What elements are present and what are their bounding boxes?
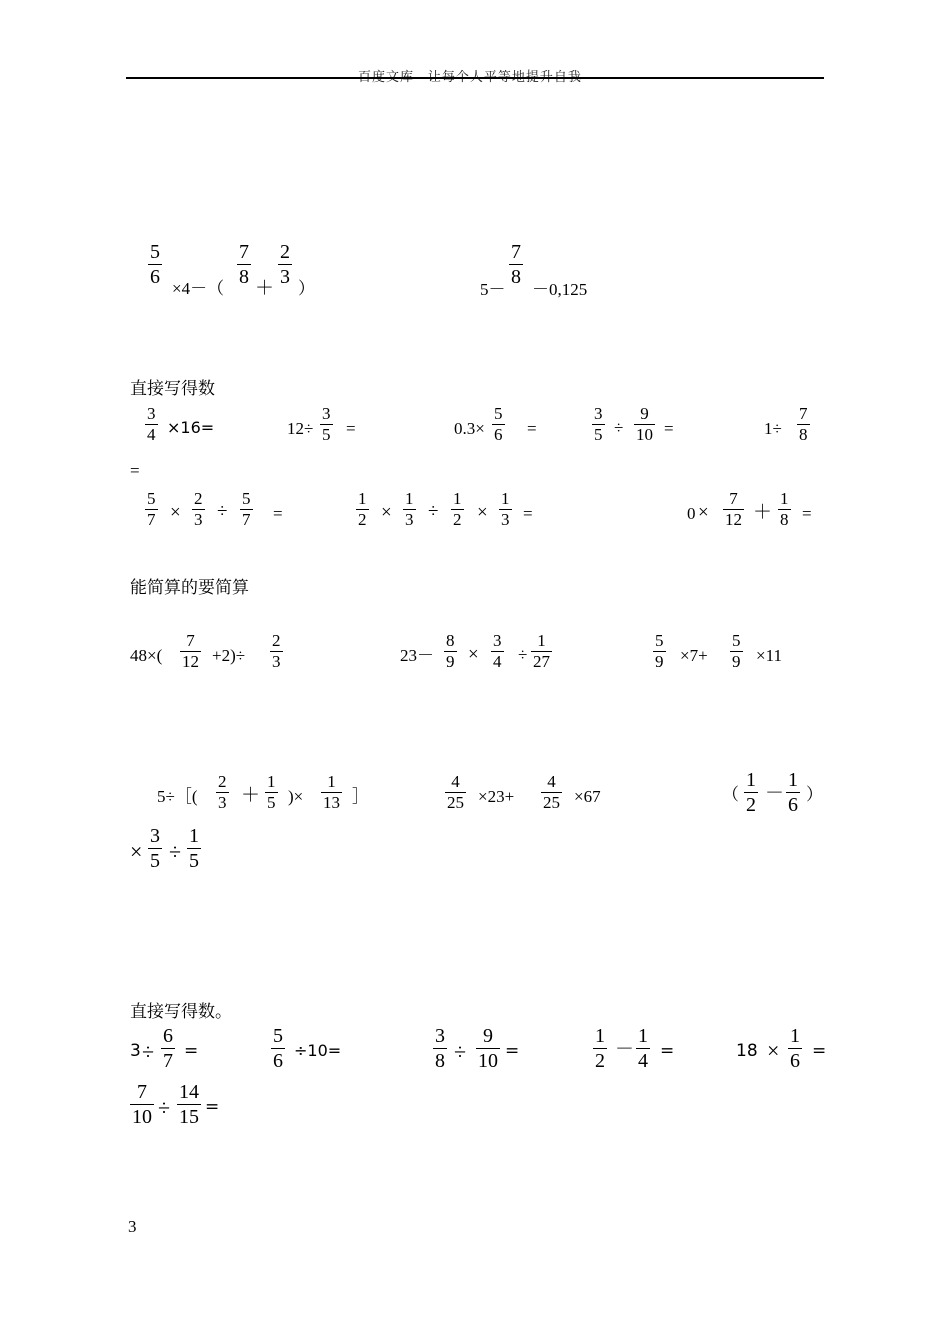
expr-text: 1÷ [764,419,782,438]
fraction: 3 5 [322,404,331,444]
expr-text: ×4－（ [172,279,225,298]
expr-text: ×7+ [680,646,708,665]
expr-text: )× [288,787,304,806]
fraction: 5 9 [732,631,741,671]
fraction: 8 9 [446,631,455,671]
fraction: 1 8 [780,489,789,529]
expr-text: －0,125 [532,280,588,299]
expr-text: 23－ [400,646,434,665]
fraction: 1 6 [790,1025,800,1072]
fraction: 9 10 [478,1025,498,1072]
expr-text: 0.3× [454,419,485,438]
fraction: 1 5 [267,772,276,812]
equals-sign: = [273,504,283,523]
expr-text: +2)÷ [212,646,246,665]
fraction: 1 3 [501,489,510,529]
fraction: 3 5 [594,404,603,444]
divide-sign: ÷ [518,645,528,664]
expr-text: ） [298,279,315,298]
plus-sign: ＋ [753,502,773,523]
fraction: 5 7 [147,489,156,529]
equals-sign: = [527,419,537,438]
times-sign: × [130,839,143,864]
fraction: 14 15 [179,1081,199,1128]
equals-sign: = [346,419,356,438]
times-sign: × [468,644,479,665]
expr-text: 5－ [480,280,506,299]
equals-sign: = [205,1097,220,1117]
fraction: 1 2 [746,769,756,816]
fraction: 5 6 [494,404,503,444]
fraction: 7 8 [239,241,249,288]
left-paren: （ [722,785,739,804]
fraction: 1 3 [405,489,414,529]
number: 18 [736,1041,758,1061]
equals-sign: = [660,1041,675,1061]
expr-text: ］ [352,787,369,806]
fraction: 1 6 [788,769,798,816]
fraction: 3 5 [150,825,160,872]
fraction: 7 8 [511,241,521,288]
fraction: 1 4 [638,1025,648,1072]
times-sign: × [170,502,181,523]
fraction: 1 2 [595,1025,605,1072]
minus-sign: － [615,1039,635,1060]
fraction: 4 25 [543,772,560,812]
expr-text: 5÷［( [157,787,198,806]
section-heading: 直接写得数 [130,379,215,399]
fraction: 1 2 [453,489,462,529]
equals-sign: = [812,1041,827,1061]
section-heading: 能简算的要简算 [130,578,249,598]
fraction: 3 4 [493,631,502,671]
expr-text: ×67 [574,787,601,806]
expr-text: ×11 [756,646,782,665]
fraction: 1 5 [189,825,199,872]
divide-sign: ÷ [428,501,439,522]
fraction: 5 7 [242,489,251,529]
divide-sign: ÷ [169,839,182,864]
divide-sign: ÷ [217,501,228,522]
divide-sign: ÷ [614,418,624,437]
right-paren: ） [806,785,823,804]
equals-sign: = [505,1041,520,1061]
fraction: 4 25 [447,772,464,812]
fraction: 2 3 [194,489,203,529]
fraction: 1 13 [323,772,340,812]
fraction: 2 3 [218,772,227,812]
fraction: 1 27 [533,631,550,671]
equals-sign: = [802,504,812,523]
fraction: 7 12 [725,489,742,529]
fraction: 5 9 [655,631,664,671]
equals-sign: = [130,461,140,480]
equals-sign: = [523,504,533,523]
times-sign: × [698,502,709,523]
fraction: 6 7 [163,1025,173,1072]
fraction: 3 4 [147,404,156,444]
section-heading: 直接写得数。 [130,1002,232,1022]
fraction: 5 6 [150,241,160,288]
expr-text: 48×( [130,646,163,665]
divide-sign: ÷ [142,1039,155,1064]
fraction: 7 10 [132,1081,152,1128]
expr-text: ÷10= [294,1041,342,1060]
times-sign: × [477,502,488,523]
expr-text: ×16= [167,418,215,437]
header-text: 百度文库 - 让每个人平等地提升自我 [358,69,582,84]
times-sign: × [381,502,392,523]
divide-sign: ÷ [158,1095,171,1120]
page-number: 3 [128,1217,137,1236]
divide-sign: ÷ [454,1039,467,1064]
fraction: 2 3 [280,241,290,288]
zero-number: 0 [687,504,696,523]
fraction: 5 6 [273,1025,283,1072]
minus-sign: － [765,783,785,804]
plus-sign: ＋ [255,278,275,299]
fraction: 1 2 [358,489,367,529]
fraction: 7 8 [799,404,808,444]
fraction: 2 3 [272,631,281,671]
fraction: 7 12 [182,631,199,671]
fraction: 9 10 [636,404,653,444]
plus-sign: ＋ [241,785,261,806]
number: 3 [130,1041,141,1061]
header-rule [126,77,824,79]
times-sign: × [767,1038,780,1063]
expr-text: ×23+ [478,787,515,806]
expr-text: 12÷ [287,419,314,438]
equals-sign: = [664,419,674,438]
fraction: 3 8 [435,1025,445,1072]
equals-sign: = [184,1041,199,1061]
